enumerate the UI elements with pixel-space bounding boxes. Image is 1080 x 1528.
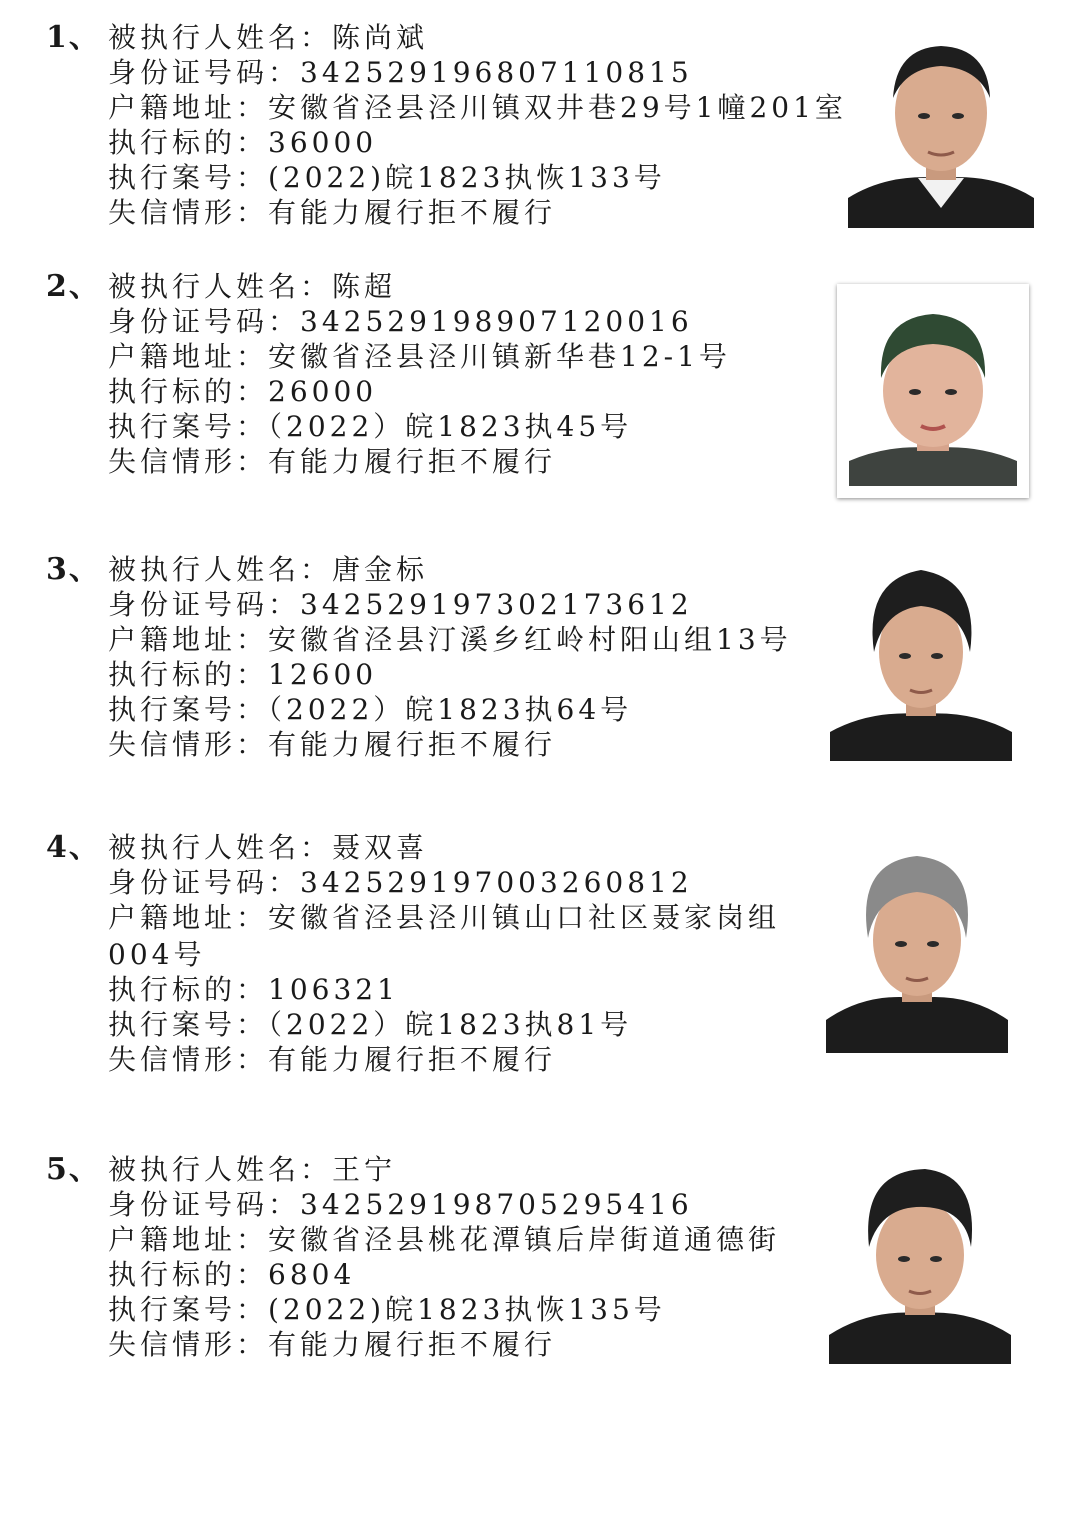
- dishonesty-status-line: 失信情形：有能力履行拒不履行: [108, 1043, 557, 1076]
- amount-line: 执行标的：36000: [108, 126, 378, 159]
- address-line: 户籍地址：安徽省泾县泾川镇山口社区聂家岗组: [108, 901, 781, 934]
- portrait-image: [826, 852, 1008, 1053]
- entry-number: 3、: [46, 552, 101, 587]
- address-line: 户籍地址：安徽省泾县泾川镇双井巷29号1幢201室: [108, 91, 847, 124]
- case-number-line: 执行案号：（2022）皖1823执45号: [108, 410, 633, 443]
- case-number-line: 执行案号：(2022)皖1823执恢133号: [108, 161, 666, 194]
- id-number-line: 身份证号码：342529198907120016: [108, 305, 693, 338]
- dishonesty-status-line: 失信情形：有能力履行拒不履行: [108, 196, 557, 229]
- portrait-image: [848, 28, 1034, 228]
- name-line: 被执行人姓名：聂双喜: [108, 831, 429, 864]
- case-number-line: 执行案号：(2022)皖1823执恢135号: [108, 1293, 666, 1326]
- address-line: 户籍地址：安徽省泾县汀溪乡红岭村阳山组13号: [108, 623, 792, 656]
- id-number-line: 身份证号码：342529197003260812: [108, 866, 693, 899]
- entry-number: 2、: [46, 269, 101, 304]
- name-line: 被执行人姓名：王宁: [108, 1153, 397, 1186]
- portrait-image: [830, 560, 1012, 761]
- dishonesty-status-line: 失信情形：有能力履行拒不履行: [108, 445, 557, 478]
- portrait-image: [829, 1163, 1011, 1364]
- portrait-image: [849, 296, 1017, 486]
- case-number-line: 执行案号：（2022）皖1823执64号: [108, 693, 633, 726]
- name-line: 被执行人姓名：唐金标: [108, 553, 429, 586]
- name-line: 被执行人姓名：陈超: [108, 270, 397, 303]
- portrait-photo-1: [848, 28, 1034, 228]
- address-line: 户籍地址：安徽省泾县泾川镇新华巷12-1号: [108, 340, 731, 373]
- amount-line: 执行标的：26000: [108, 375, 378, 408]
- address-line: 户籍地址：安徽省泾县桃花潭镇后岸街道通德街: [108, 1223, 781, 1256]
- dishonesty-status-line: 失信情形：有能力履行拒不履行: [108, 728, 557, 761]
- id-number-line: 身份证号码：342529197302173612: [108, 588, 693, 621]
- dishonesty-status-line: 失信情形：有能力履行拒不履行: [108, 1328, 557, 1361]
- id-number-line: 身份证号码：342529198705295416: [108, 1188, 693, 1221]
- name-line: 被执行人姓名：陈尚斌: [108, 21, 429, 54]
- portrait-photo-3: [830, 560, 1012, 761]
- portrait-photo-4: [826, 852, 1008, 1053]
- amount-line: 执行标的：106321: [108, 973, 399, 1006]
- case-number-line: 执行案号：（2022）皖1823执81号: [108, 1008, 633, 1041]
- address-line-continued: 004号: [108, 938, 206, 971]
- entry-number: 1、: [46, 20, 101, 55]
- portrait-photo-5: [829, 1163, 1011, 1364]
- portrait-photo-2: [837, 284, 1029, 498]
- amount-line: 执行标的：12600: [108, 658, 378, 691]
- amount-line: 执行标的：6804: [108, 1258, 356, 1291]
- entry-number: 5、: [46, 1152, 101, 1187]
- entry-number: 4、: [46, 830, 101, 865]
- id-number-line: 身份证号码：342529196807110815: [108, 56, 693, 89]
